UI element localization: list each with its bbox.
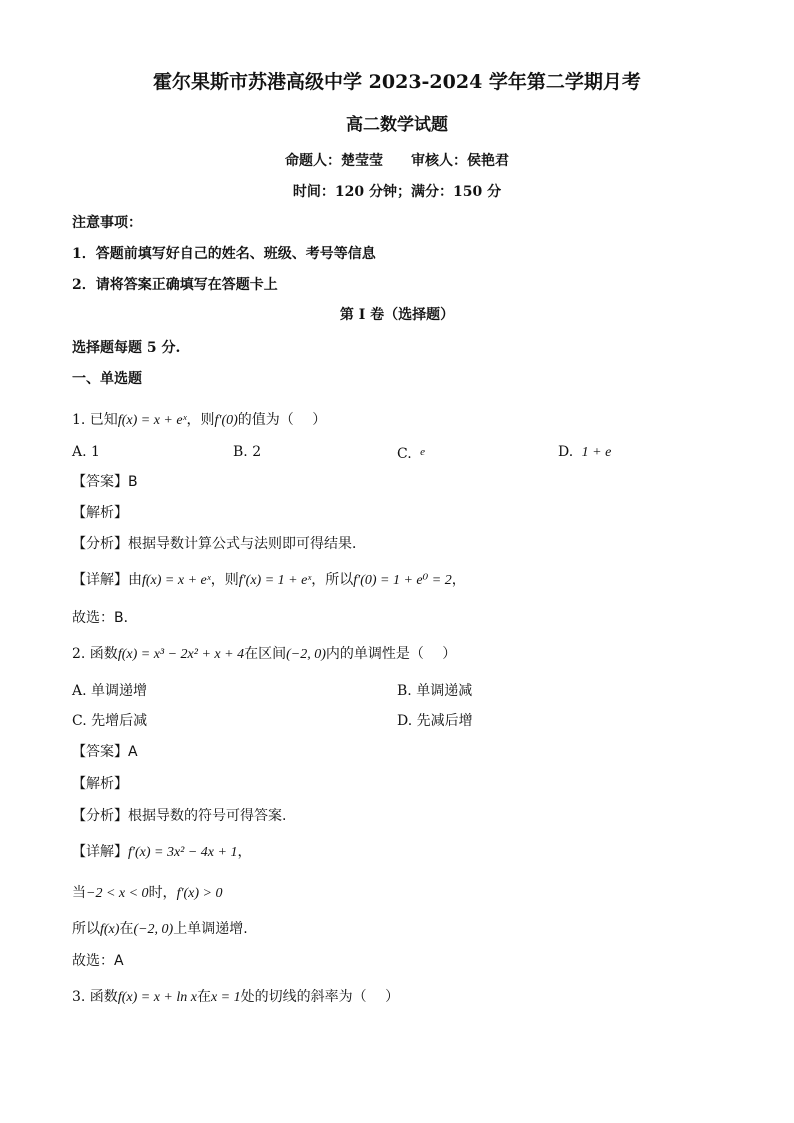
q1-stem-text-b: ，则 xyxy=(186,412,215,428)
q2-stem-formula-2: (−2, 0) xyxy=(286,647,326,662)
q2-so-text-a: 所以 xyxy=(72,921,100,937)
q2-so-text-b: 在 xyxy=(119,921,134,937)
q1-option-c-formula: e xyxy=(420,446,426,458)
q2-stem-formula-1: f(x) = x³ − 2x² + x + 4 xyxy=(117,647,245,662)
q1-detail xyxy=(72,571,466,590)
q2-so-formula-1: f(x) xyxy=(100,922,120,937)
question-2-stem xyxy=(72,645,456,664)
q1-choose: 故选：B． xyxy=(72,610,138,626)
q1-stem-text-c: 的值为（ ） xyxy=(237,412,327,428)
volume-heading: 第 I 卷（选择题） xyxy=(339,307,455,323)
q1-detail-formula-1: f(x) = x + eˣ xyxy=(142,573,211,588)
q2-so-text-c: 上单调递增. xyxy=(173,921,248,937)
q1-detail-text-d: ， xyxy=(451,572,466,588)
exam-time-score: 时间：120 分钟；满分：150 分 xyxy=(292,184,502,200)
q2-option-d: D. 先减后增 xyxy=(397,713,473,729)
q2-stem-text-b: 在区间 xyxy=(244,646,287,662)
q2-stem-text-a: 2. 函数 xyxy=(72,646,118,662)
q2-fenxi: 【分析】根据导数的符号可得答案. xyxy=(72,808,287,824)
notes-item-2: 2．请将答案正确填写在答题卡上 xyxy=(72,277,278,293)
q1-option-d xyxy=(558,443,611,462)
q1-option-b: B. 2 xyxy=(233,444,262,460)
notes-item-1: 1．答题前填写好自己的姓名、班级、考号等信息 xyxy=(72,246,376,262)
q3-stem-text-c: 处的切线的斜率为（ ） xyxy=(240,989,400,1005)
q2-detail-text-a: 【详解】 xyxy=(72,844,128,860)
q1-option-c-label: C. xyxy=(397,446,412,462)
q2-when-text-b: 时， xyxy=(148,885,177,901)
question-1-stem xyxy=(72,411,326,430)
question-3-stem xyxy=(72,988,399,1007)
q2-detail xyxy=(72,843,251,862)
q2-analysis-heading: 【解析】 xyxy=(72,776,128,792)
q1-detail-formula-2: f′(x) = 1 + eˣ xyxy=(238,573,312,588)
q1-answer: 【答案】B xyxy=(72,474,138,490)
q1-detail-text-b: ，则 xyxy=(210,572,239,588)
q2-answer: 【答案】A xyxy=(72,744,138,760)
q1-option-c xyxy=(397,443,425,463)
per-question-score: 选择题每题 5 分. xyxy=(72,340,181,356)
q1-stem-formula-1: f(x) = x + eˣ xyxy=(117,413,187,428)
q1-option-a: A. 1 xyxy=(72,444,100,460)
exam-authors: 命题人：楚莹莹 审核人：侯艳君 xyxy=(285,153,509,169)
q3-stem-text-b: 在 xyxy=(196,989,211,1005)
q2-stem-text-c: 内的单调性是（ ） xyxy=(325,646,457,662)
q3-stem-formula-1: f(x) = x + ln x xyxy=(117,990,197,1005)
q2-choose: 故选：A xyxy=(72,953,124,969)
q3-stem-formula-2: x = 1 xyxy=(210,990,241,1005)
q2-option-b: B. 单调递减 xyxy=(397,683,473,699)
part-heading: 一、单选题 xyxy=(72,371,142,387)
q2-detail-formula-1: f′(x) = 3x² − 4x + 1 xyxy=(128,845,238,860)
q1-detail-formula-3: f′(0) = 1 + e⁰ = 2 xyxy=(353,573,452,588)
exam-title: 霍尔果斯市苏港高级中学 2023-2024 学年第二学期月考 xyxy=(153,71,641,93)
q1-analysis-heading: 【解析】 xyxy=(72,505,128,521)
notes-heading: 注意事项： xyxy=(72,215,142,231)
q2-when xyxy=(72,884,223,903)
q1-detail-text-a: 【详解】由 xyxy=(72,572,142,588)
q1-stem-text-a: 1. 已知 xyxy=(72,412,118,428)
q1-option-d-label: D. xyxy=(558,444,574,460)
q2-when-formula-2: f′(x) > 0 xyxy=(176,886,223,901)
q2-when-formula-1: −2 < x < 0 xyxy=(86,886,149,901)
q2-option-a: A. 单调递增 xyxy=(72,683,148,699)
q3-stem-text-a: 3. 函数 xyxy=(72,989,118,1005)
q2-so xyxy=(72,920,248,939)
exam-subtitle: 高二数学试题 xyxy=(346,115,448,135)
q1-detail-text-c: ，所以 xyxy=(311,572,354,588)
q1-option-d-formula: 1 + e xyxy=(581,445,612,460)
q2-when-text-a: 当 xyxy=(72,885,86,901)
q1-stem-formula-2: f′(0) xyxy=(214,413,238,428)
q2-so-formula-2: (−2, 0) xyxy=(133,922,174,937)
q1-fenxi: 【分析】根据导数计算公式与法则即可得结果． xyxy=(72,536,366,552)
q2-option-c: C. 先增后减 xyxy=(72,713,148,729)
q2-detail-text-b: ， xyxy=(237,844,252,860)
